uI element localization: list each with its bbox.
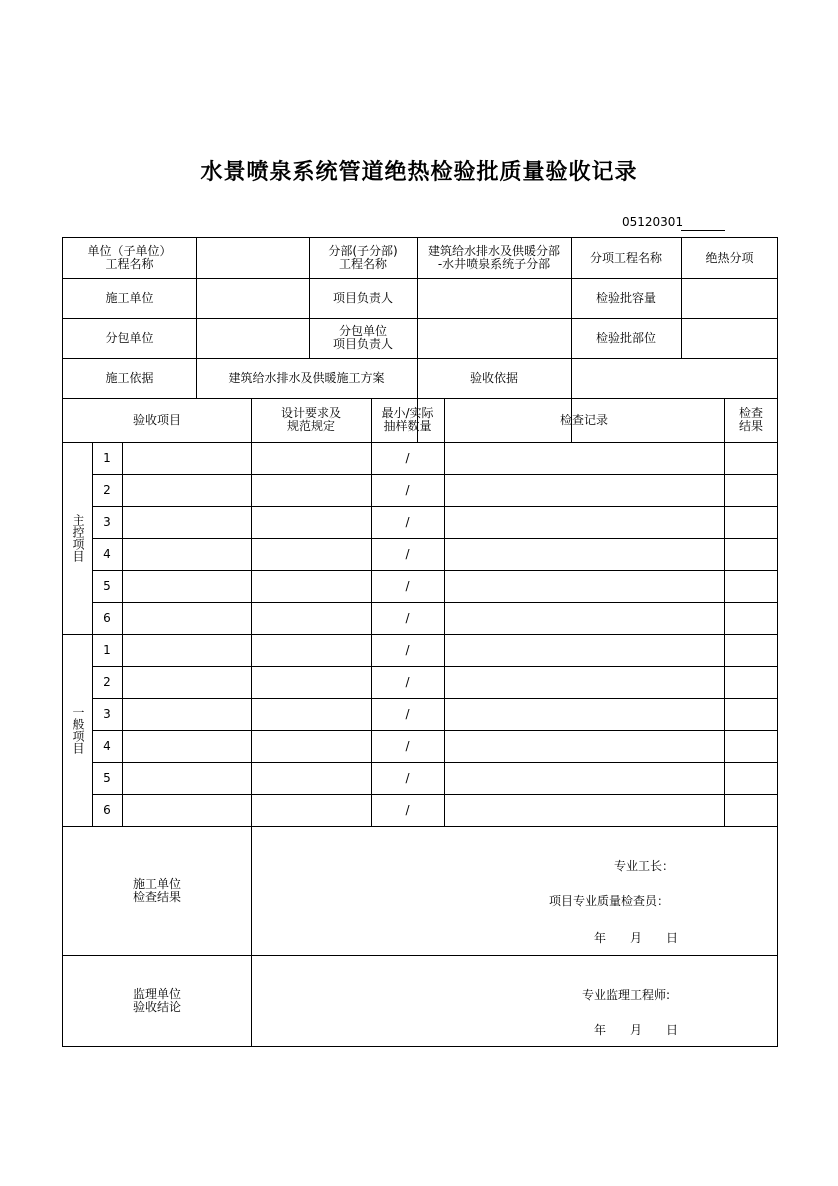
form-code: 05120301 [622,215,684,229]
construction-check-date: 年 月 日 [594,931,679,945]
general-label [63,634,92,826]
main-row-sample: / [405,514,410,529]
general-row-number: 5 [103,770,111,785]
general-row-sample: / [405,770,410,785]
acceptance-basis-label: 验收依据 [469,370,518,385]
col-header-result: 检查 结果 [738,406,763,433]
contractor-label: 施工单位 [105,290,154,305]
general-label-text: 一般项目 [71,706,85,754]
col-header-item: 验收项目 [132,412,181,427]
col-divider [122,442,123,826]
col-divider [251,398,252,826]
col-divider [444,398,445,826]
general-row-sample: / [405,706,410,721]
project-manager-label: 项目负责人 [332,290,393,305]
main-row-number: 4 [103,546,111,561]
col-header-sample: 最小/实际 抽样数量 [381,406,434,433]
main-row-sample: / [405,482,410,497]
col-divider [251,826,252,1047]
basis-label: 施工依据 [105,370,154,385]
subitem-label: 分项工程名称 [589,250,662,265]
basis-value: 建筑给水排水及供暖施工方案 [228,370,385,385]
general-row-sample: / [405,642,410,657]
general-row-sample: / [405,802,410,817]
general-row-number: 3 [103,706,111,721]
col-header-design: 设计要求及 规范规定 [280,406,341,433]
main-row-number: 2 [103,482,111,497]
main-row-number: 5 [103,578,111,593]
main-row-sample: / [405,450,410,465]
foreman-signature: 专业工长： [614,859,675,873]
main-row-number: 6 [103,610,111,625]
main-row-number: 3 [103,514,111,529]
main-control-label-text: 主控项目 [71,514,85,562]
general-row-number: 6 [103,802,111,817]
page-title: 水景喷泉系统管道绝热检验批质量验收记录 [200,159,638,185]
unit-name-label: 单位（子单位） 工程名称 [87,244,172,271]
batch-location-label: 检验批部位 [595,330,656,345]
supervision-engineer-signature: 专业监理工程师: [582,988,671,1002]
general-row-sample: / [405,674,410,689]
col-header-record: 检查记录 [559,412,608,427]
inspection-record-table [62,237,778,1047]
main-row-sample: / [405,578,410,593]
general-row-number: 4 [103,738,111,753]
sub-manager-label: 分包单位 项目负责人 [332,324,393,351]
subdivision-value: 建筑给水排水及供暖分部 -水井喷泉系统子分部 [427,244,560,271]
quality-inspector-signature: 项目专业质量检查员： [549,894,670,908]
main-row-number: 1 [103,450,111,465]
general-row-number: 1 [103,642,111,657]
main-row-sample: / [405,546,410,561]
general-row-number: 2 [103,674,111,689]
main-control-label [63,442,92,634]
construction-check-label: 施工单位 检查结果 [132,876,181,904]
subcontractor-label: 分包单位 [105,330,154,345]
main-row-sample: / [405,610,410,625]
supervision-date: 年 月 日 [594,1023,679,1037]
subitem-value: 绝热分项 [705,250,754,265]
general-row-sample: / [405,738,410,753]
unit-name-value[interactable] [196,238,309,278]
supervision-label: 监理单位 验收结论 [132,987,181,1014]
subdivision-label: 分部(子分部) 工程名称 [328,244,398,271]
col-divider [724,398,725,826]
batch-capacity-label: 检验批容量 [595,290,656,305]
form-code-underline [681,230,725,231]
